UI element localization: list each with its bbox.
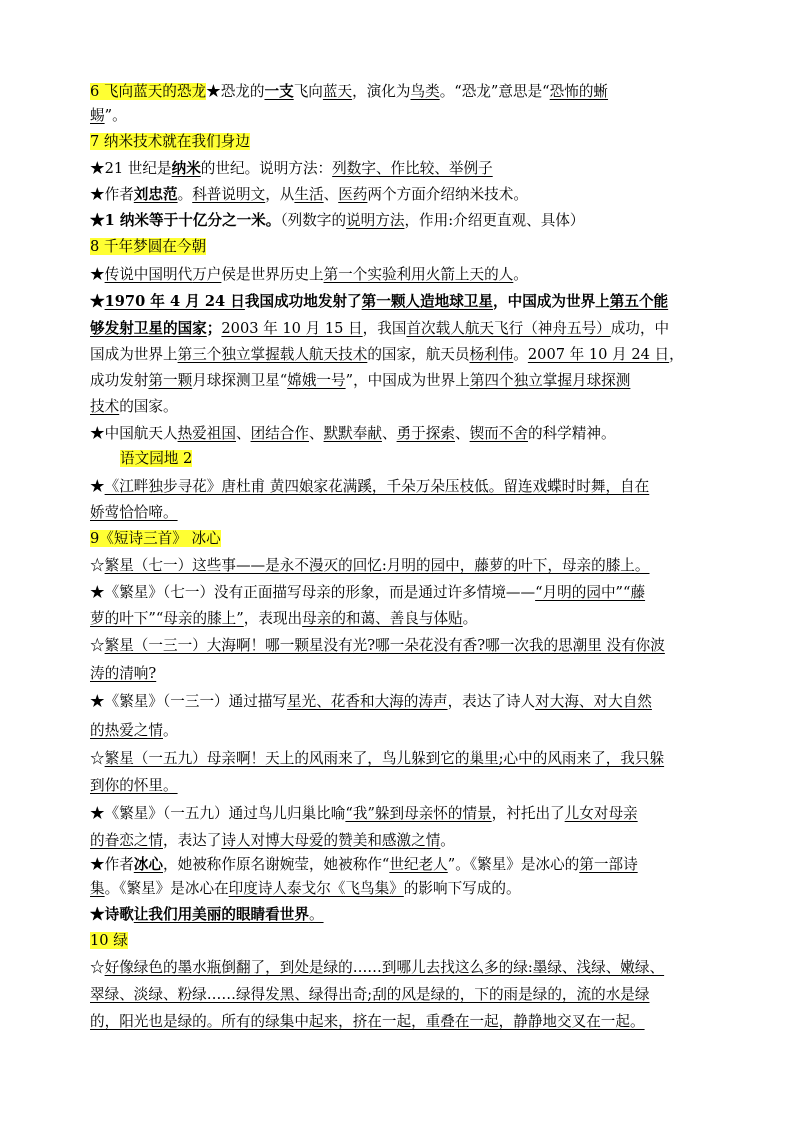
text-segment: ★1 纳米等于十亿分之一米。 — [90, 212, 281, 229]
text-segment: 繁星（一三一）大海啊！哪一颗星没有光?哪一朵花没有香?哪一次我的思潮里 没有你波 — [104, 637, 665, 654]
text-segment: 团结合作 — [250, 425, 309, 442]
text-segment: 第一部诗 — [579, 856, 638, 873]
text-segment: ★ — [90, 478, 105, 495]
text-segment: ★作者 — [90, 186, 134, 203]
text-segment: 生活 — [294, 186, 324, 203]
text-line — [90, 904, 324, 926]
text-line — [90, 396, 178, 418]
text-segment: 的世纪。说明方法： — [200, 160, 333, 177]
text-segment: 的热爱之情 — [90, 722, 163, 739]
text-segment: 技术 — [90, 398, 120, 415]
text-line — [90, 691, 652, 713]
text-segment: 鸟类 — [410, 83, 440, 100]
highlighted-title: 语文园地 2 — [120, 450, 193, 467]
text-segment: 。“恐龙”意思是“ — [439, 83, 550, 100]
text-segment: 。 — [440, 832, 455, 849]
text-segment: 。 — [462, 610, 478, 627]
text-segment: “我”躲到母亲怀的情景 — [345, 805, 492, 822]
text-segment: 第一颗人造地球卫星 — [361, 293, 493, 310]
text-segment: 印度诗人泰戈尔《飞鸟集》 — [228, 880, 404, 897]
text-segment: 科普说明文 — [192, 186, 266, 203]
text-line — [90, 184, 528, 206]
text-segment: ，她被称作原名谢婉莹，她被称作“ — [163, 856, 390, 873]
text-segment: ☆ — [90, 557, 105, 574]
text-segment: 2003 年 10 月 15 日 — [221, 320, 363, 337]
text-segment: 蜴 — [90, 107, 105, 124]
text-segment: 的国家。 — [119, 398, 178, 415]
text-segment: 的影响下写成的。 — [403, 880, 521, 897]
text-segment: ★《繁星》（一五九）通过鸟儿归巢比喻 — [90, 805, 346, 822]
text-segment: 。 — [162, 722, 178, 739]
text-line — [90, 502, 178, 524]
text-line — [90, 775, 178, 797]
text-segment: （列数字的 — [280, 212, 347, 229]
text-segment: 《江畔独步寻花》唐杜甫 黄四娘家花满蹊，千朵万朵压枝低。留连戏蝶时时舞，自在 — [104, 478, 650, 495]
text-segment: ★ — [90, 266, 105, 283]
text-segment: 好像绿色的墨水瓶倒翻了，到处是绿的……到哪儿去找这么多的绿:墨绿、浅绿、嫩绿、 — [104, 959, 665, 976]
text-segment: 传说中国明代 — [104, 266, 193, 283]
text-segment: 刘忠范 — [133, 186, 178, 203]
text-segment: ★恐龙的 — [206, 83, 265, 100]
highlighted-title: 10 绿 — [90, 932, 128, 949]
text-segment: ”。 — [104, 107, 127, 124]
text-line — [90, 720, 178, 742]
section-heading — [120, 448, 192, 470]
text-segment: ★诗歌 — [90, 906, 134, 923]
text-segment: 、 — [454, 425, 470, 442]
text-segment: 杨利伟 — [469, 346, 514, 363]
text-segment: 成功，中 — [610, 320, 670, 337]
text-segment: 繁星（一五九）母亲啊！天上的风雨来了，鸟儿躲到它的巢里;心中的风雨来了，我只躲 — [104, 750, 665, 767]
text-segment: 的，阳光也是绿的。所有的绿集中起来，挤在一起，重叠在一起，静静地交叉在一起。 — [90, 1013, 645, 1030]
text-segment: 列数字、作比较、举例子 — [332, 160, 493, 177]
text-segment: 涛的清响? — [90, 665, 157, 682]
text-segment: 冰心 — [133, 856, 163, 873]
text-segment: 。 — [308, 906, 324, 923]
text-segment: 恐怖的蜥 — [549, 83, 609, 100]
section-heading — [90, 236, 206, 258]
text-line — [90, 423, 616, 445]
text-line — [90, 476, 649, 498]
highlighted-title: 8 千年梦圆在今朝 — [90, 238, 207, 255]
text-segment: 。《繁星》是冰心在 — [104, 880, 229, 897]
text-segment: ★21 世纪是 — [90, 160, 172, 177]
text-line — [90, 210, 584, 232]
text-segment: 。 — [177, 186, 193, 203]
text-segment: 嫦娥一号 — [287, 372, 346, 389]
text-segment: ☆ — [90, 637, 105, 654]
text-segment: 2007 年 10 月 24 日 — [527, 346, 670, 363]
text-segment: 锲而不舍 — [469, 425, 528, 442]
text-segment: 。 — [513, 346, 528, 363]
text-segment: 星光、花香和大海的涛声 — [287, 693, 448, 710]
text-line — [90, 582, 645, 604]
text-line — [90, 830, 455, 852]
text-segment: 儿女对母亲 — [564, 805, 638, 822]
text-segment: 侯是世界历史上 — [221, 266, 324, 283]
text-line — [90, 984, 649, 1006]
text-line — [90, 957, 664, 979]
text-segment: ，衬托出了 — [491, 805, 565, 822]
text-line — [90, 105, 127, 127]
text-segment: 蓝天 — [322, 83, 353, 100]
text-line — [90, 854, 638, 876]
text-segment: 第一个实验利用火箭上天的人 — [323, 266, 514, 283]
text-segment: 繁星（七一）这些事——是永不漫灭的回忆:月明的园中，藤萝的叶下，母亲的膝上。 — [104, 557, 650, 574]
text-line — [90, 264, 528, 286]
text-segment: 、 — [308, 425, 324, 442]
text-segment: ； — [206, 320, 222, 337]
text-line — [90, 663, 156, 685]
text-segment: 热爱祖国 — [177, 425, 236, 442]
text-segment: 、 — [235, 425, 251, 442]
section-heading — [90, 528, 221, 550]
text-segment: 飞向 — [293, 83, 323, 100]
text-segment: 纳米 — [171, 160, 201, 177]
text-segment: ★ — [90, 293, 105, 310]
text-segment: 第一颗 — [148, 372, 193, 389]
text-segment: “月明的园中”“藤 — [535, 584, 646, 601]
text-segment: 首次载人航天飞行（神舟五号） — [406, 320, 611, 337]
highlighted-title: 6 飞向蓝天的恐龙 — [90, 83, 207, 100]
text-segment: 的眷恋之情 — [90, 832, 163, 849]
text-segment: 让我们用美丽的眼睛看世界 — [133, 906, 309, 923]
text-segment: 集 — [90, 880, 105, 897]
text-segment: 的国家，航天员 — [367, 346, 470, 363]
text-segment: 母亲的和蔼、善良与体贴 — [302, 610, 463, 627]
text-segment: ★中国航天人 — [90, 425, 178, 442]
text-line — [90, 608, 477, 630]
text-segment: ，表达了诗人 — [447, 693, 536, 710]
text-segment: 第四个独立掌握月球探测 — [469, 372, 631, 389]
text-segment: ，作用:介绍更直观、具体） — [404, 212, 585, 229]
text-segment: ，演化为 — [352, 83, 411, 100]
text-segment: ， — [669, 346, 684, 363]
text-line — [90, 635, 665, 657]
text-line — [90, 555, 650, 577]
text-line — [90, 370, 630, 392]
text-segment: 第三个独立掌握载人航天技术 — [177, 346, 368, 363]
text-segment: 说明方法 — [346, 212, 405, 229]
text-segment: 娇莺恰恰啼。 — [90, 504, 178, 521]
text-segment: 默默奉献 — [323, 425, 382, 442]
text-segment: 国成为世界上 — [90, 346, 178, 363]
text-segment: 。 — [513, 266, 528, 283]
text-segment: ★《繁星》（七一）没有正面描写母亲的形象，而是通过许多情境—— — [90, 584, 536, 601]
text-segment: 萝的叶下”“母亲的膝上” — [90, 610, 244, 627]
text-segment: 的科学精神。 — [527, 425, 616, 442]
text-segment: ★作者 — [90, 856, 134, 873]
text-segment: 第五个能 — [609, 293, 669, 310]
text-segment: ，中国成为世界上 — [493, 293, 610, 310]
text-segment: 到你的怀里。 — [90, 777, 178, 794]
text-segment: 、 — [381, 425, 397, 442]
text-segment: 诗人对博大母爱的赞美和感激之情 — [221, 832, 441, 849]
text-line — [90, 318, 669, 340]
text-segment: 一支 — [264, 83, 294, 100]
text-segment: 世纪老人 — [389, 856, 448, 873]
text-line — [90, 344, 684, 366]
text-line — [90, 878, 521, 900]
highlighted-title: 9《短诗三首》 冰心 — [90, 530, 221, 547]
section-heading — [90, 131, 250, 153]
text-segment: ”。《繁星》是冰心的 — [447, 856, 580, 873]
text-segment: 、 — [323, 186, 339, 203]
text-segment: ”，中国成为世界上 — [345, 372, 470, 389]
text-segment: 1970 年 4 月 24 日 — [104, 293, 245, 310]
text-segment: 月球探测卫星“ — [192, 372, 288, 389]
section-heading — [90, 930, 128, 952]
text-line — [90, 803, 638, 825]
text-line — [90, 158, 493, 180]
text-segment: 对大海、对大自然 — [535, 693, 652, 710]
text-segment: 成功发射 — [90, 372, 149, 389]
text-segment: 我国成功地发射了 — [244, 293, 362, 310]
text-segment: ☆ — [90, 959, 105, 976]
text-segment: 两个方面介绍纳米技术。 — [367, 186, 528, 203]
text-segment: 医药 — [338, 186, 368, 203]
text-line — [90, 748, 664, 770]
text-segment: 够发射卫星的国家 — [90, 320, 207, 337]
text-segment: ，表现出 — [243, 610, 303, 627]
highlighted-title: 7 纳米技术就在我们身边 — [90, 133, 250, 150]
text-segment: ，我国 — [362, 320, 407, 337]
text-segment: 万户 — [192, 266, 222, 283]
text-line — [90, 291, 668, 313]
text-segment: ★《繁星》（一三一）通过描写 — [90, 693, 288, 710]
text-segment: ，表达了 — [162, 832, 222, 849]
text-segment: ☆ — [90, 750, 105, 767]
text-segment: 翠绿、淡绿、粉绿……绿得发黑、绿得出奇;刮的风是绿的，下的雨是绿的，流的水是绿 — [90, 986, 650, 1003]
text-line — [90, 1011, 645, 1033]
text-segment: 勇于探索 — [396, 425, 455, 442]
section-heading — [90, 81, 608, 103]
text-segment: ，从 — [265, 186, 295, 203]
